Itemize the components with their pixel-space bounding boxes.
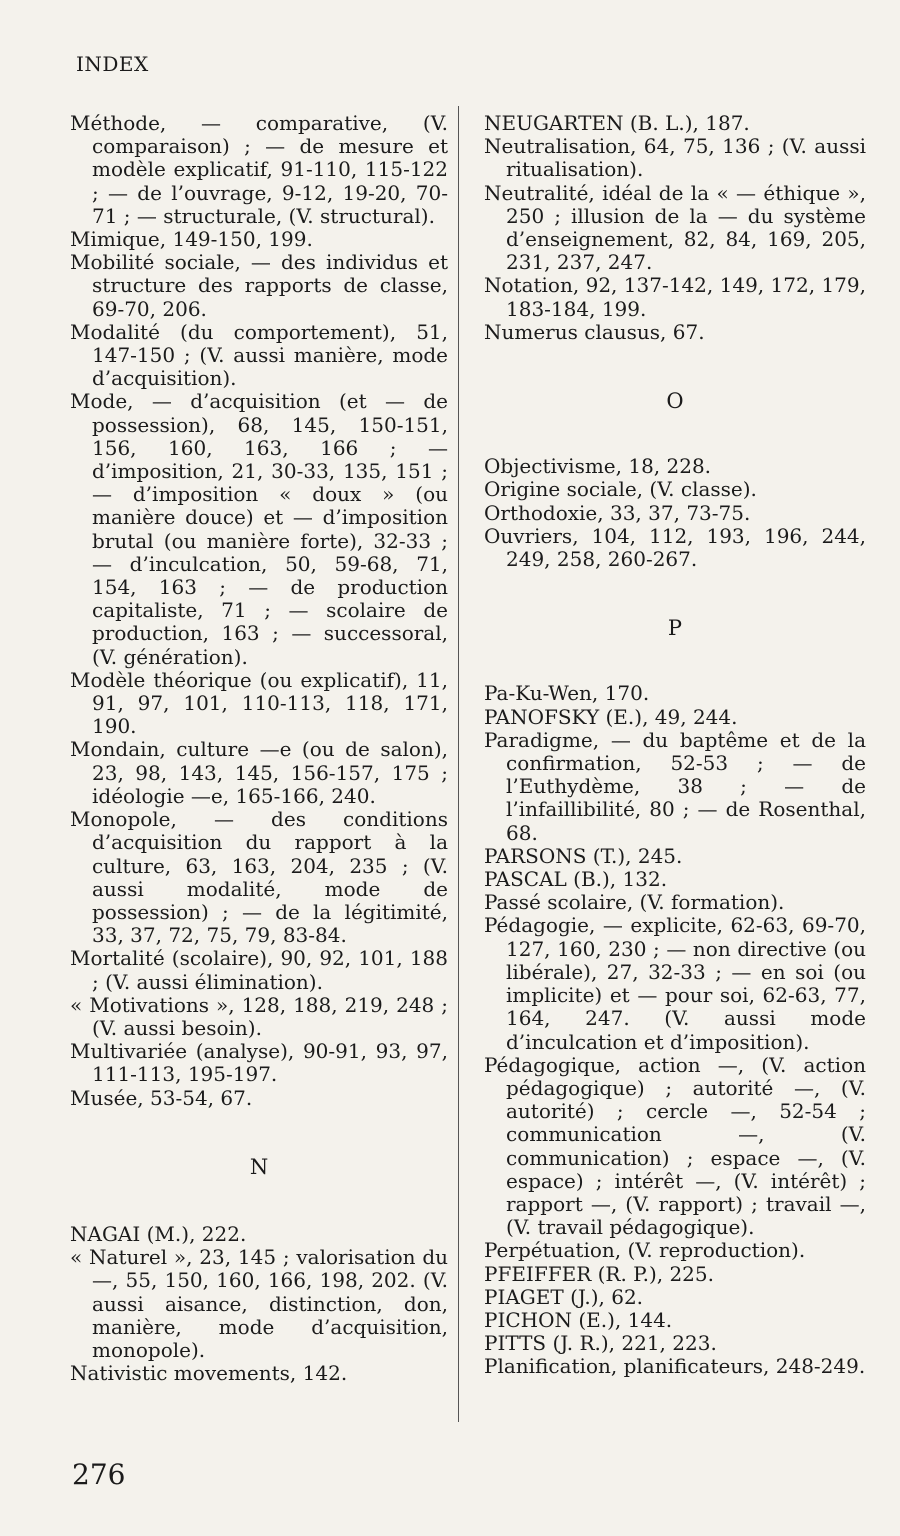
index-entry: PARSONS (T.), 245. xyxy=(484,843,683,868)
index-entry: Neutralité, idéal de la « — éthique », 250 ; illusion de la — du système d’enseignement, 82, 84, 169, 205, 231, 237, 247. xyxy=(484,180,866,275)
index-entry: Numerus clausus, 67. xyxy=(484,319,705,344)
index-entry: PASCAL (B.), 132. xyxy=(484,867,668,892)
index-entry: Origine sociale, (V. classe). xyxy=(484,477,757,502)
index-entry: Mode, — d’acquisition (et — de possession), 68, 145, 150-151, 156, 160, 163, 166 ; — d’imposition, 21, 30-33, 135, 151 ; — d’imposition « doux » (ou manière douce) et — d’imposition brutal (ou manière forte), 32-33 ; — d’inculcation, 50, 59-68, 71, 154, 163 ; — de production capitaliste, 71 ; — scolaire de production, 163 ; — successoral, (V. génération). xyxy=(70,389,448,669)
index-entry: Mortalité (scolaire), 90, 92, 101, 188 ; (V. aussi élimination). xyxy=(70,946,448,994)
index-entry: NAGAI (M.), 222. xyxy=(70,1221,247,1246)
index-entry: Objectivisme, 18, 228. xyxy=(484,454,712,479)
index-entry: PITTS (J. R.), 221, 223. xyxy=(484,1331,717,1356)
index-entry: Pa-Ku-Wen, 170. xyxy=(484,681,650,706)
index-entry: Pédagogique, action —, (V. action pédagogique) ; autorité —, (V. autorité) ; cercle —, 52-54 ; communication —, (V. communication) ; espace —, (V. espace) ; intérêt —, (V. intérêt) ; rapport —, (V. rapport) ; travail —, (V. travail pédagogique). xyxy=(484,1052,866,1240)
index-entry: « Naturel », 23, 145 ; valorisation du —, 55, 150, 160, 166, 198, 202. (V. aussi aisance, distinction, don, manière, mode d’acquisition, monopole). xyxy=(70,1245,448,1362)
index-entry: Mimique, 149-150, 199. xyxy=(70,227,313,252)
index-entry: Paradigme, — du baptême et de la confirmation, 52-53 ; — de l’Euthydème, 38 ; — de l’infaillibilité, 80 ; — de Rosenthal, 68. xyxy=(484,727,866,845)
index-entry: Modalité (du comportement), 51, 147-150 ; (V. aussi manière, mode d’acquisition). xyxy=(70,319,448,391)
index-entry: PFEIFFER (R. P.), 225. xyxy=(484,1261,714,1286)
section-letter: O xyxy=(666,389,684,414)
index-column-right xyxy=(484,112,866,1379)
index-entry: Passé scolaire, (V. formation). xyxy=(484,890,785,915)
index-entry: Multivariée (analyse), 90-91, 93, 97, 111-113, 195-197. xyxy=(70,1039,448,1087)
section-letter: P xyxy=(667,616,683,641)
index-entry: Ouvriers, 104, 112, 193, 196, 244, 249, 258, 260-267. xyxy=(484,523,866,572)
index-entry: Neutralisation, 64, 75, 136 ; (V. aussi ritualisation). xyxy=(484,134,866,182)
index-entry: Planification, planificateurs, 248-249. xyxy=(484,1354,866,1379)
index-entry: Mondain, culture —e (ou de salon), 23, 98, 143, 145, 156-157, 175 ; idéologie —e, 165-166, 240. xyxy=(70,737,448,808)
index-entry: PANOFSKY (E.), 49, 244. xyxy=(484,704,738,729)
index-entry: PICHON (E.), 144. xyxy=(484,1307,673,1332)
index-entry: Modèle théorique (ou explicatif), 11, 91, 97, 101, 110-113, 118, 171, 190. xyxy=(70,667,448,739)
index-entry: Pédagogie, — explicite, 62-63, 69-70, 127, 160, 230 ; — non directive (ou libérale), 27, 32-33 ; — en soi (ou implicite) et — pour soi, 62-63, 77, 164, 247. (V. aussi mode d’inculcation et d’imposition). xyxy=(484,913,866,1054)
running-header: INDEX xyxy=(76,52,149,76)
index-entry: « Motivations », 128, 188, 219, 248 ; (V. aussi besoin). xyxy=(70,992,448,1040)
index-entry: Notation, 92, 137-142, 149, 172, 179, 183-184, 199. xyxy=(484,273,866,321)
index-entry: NEUGARTEN (B. L.), 187. xyxy=(484,111,750,135)
index-entry: Mobilité sociale, — des individus et structure des rapports de classe, 69-70, 206. xyxy=(70,250,448,321)
index-entry: Nativistic movements, 142. xyxy=(70,1361,348,1386)
section-letter: N xyxy=(249,1154,269,1179)
index-entry: Monopole, — des conditions d’acquisition du rapport à la culture, 63, 163, 204, 235 ; (V. aussi modalité, mode de possession) ; — de la légitimité, 33, 37, 72, 75, 79, 83-84. xyxy=(70,807,448,948)
index-entry: Méthode, — comparative, (V. comparaison) ; — de mesure et modèle explicatif, 91-110, 115-122 ; — de l’ouvrage, 9-12, 19-20, 70-71 ; — structurale, (V. structural). xyxy=(70,111,448,228)
column-divider xyxy=(458,106,459,1422)
index-entry: PIAGET (J.), 62. xyxy=(484,1284,644,1309)
index-entry: Musée, 53-54, 67. xyxy=(70,1085,253,1110)
index-entry: Orthodoxie, 33, 37, 73-75. xyxy=(484,500,751,525)
index-column-left xyxy=(70,112,448,1385)
index-entry: Perpétuation, (V. reproduction). xyxy=(484,1238,806,1263)
page-number: 276 xyxy=(72,1458,126,1491)
